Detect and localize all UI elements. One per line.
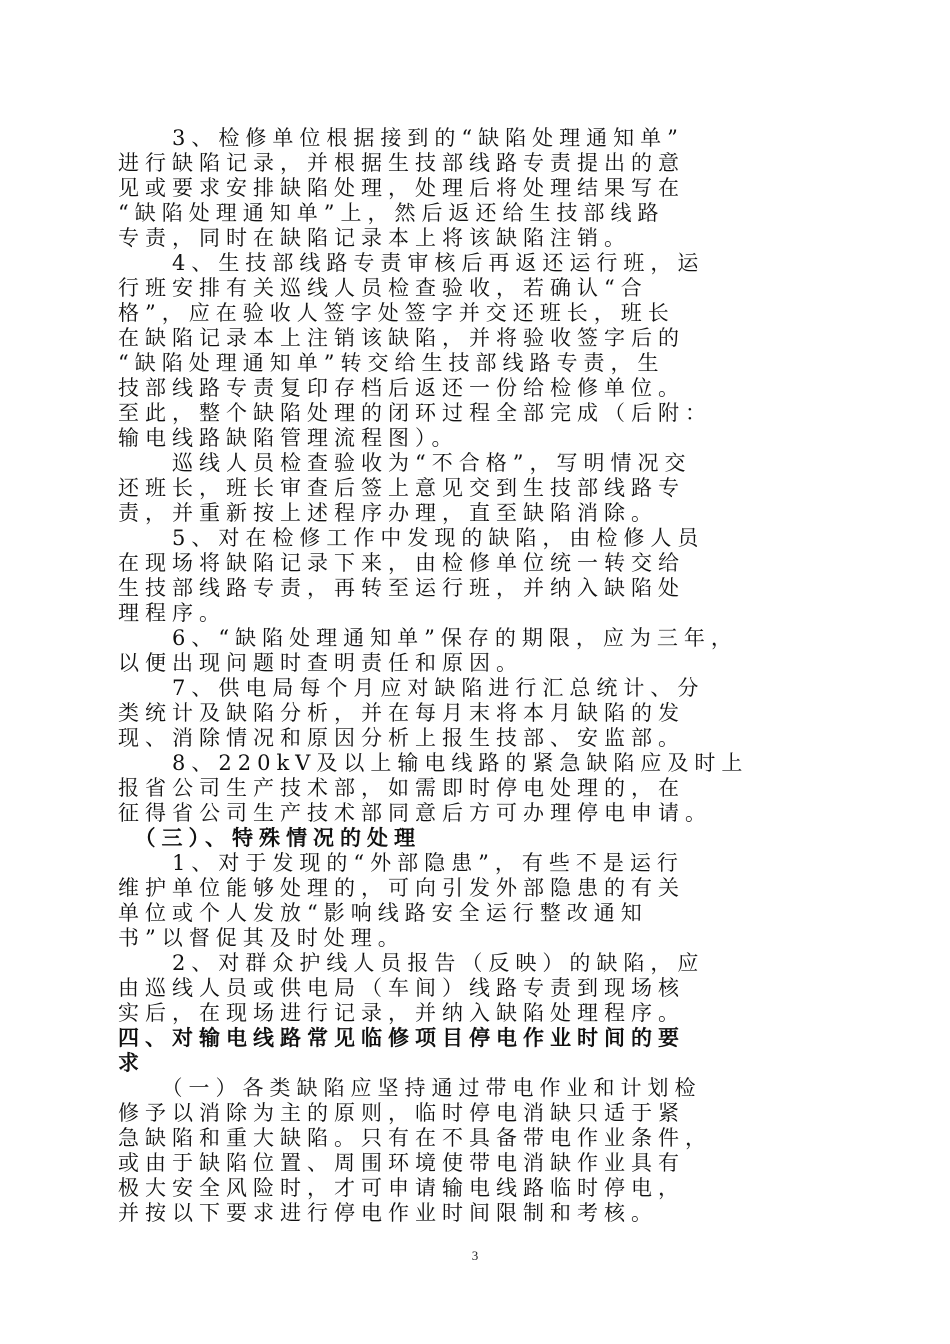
text-line: 至此，整个缺陷处理的闭环过程全部完成（后附： xyxy=(118,401,712,425)
text-line: 实后，在现场进行记录，并纳入缺陷处理程序。 xyxy=(118,1001,685,1025)
text-line: 修予以消除为主的原则，临时停电消缺只适于紧 xyxy=(118,1101,685,1125)
chapter-heading: 四、对输电线路常见临修项目停电作业时间的要 xyxy=(118,1026,685,1050)
text-line: 或由于缺陷位置、周围环境使带电消缺作业具有 xyxy=(118,1151,685,1175)
text-line: 见或要求安排缺陷处理，处理后将处理结果写在 xyxy=(118,176,685,200)
text-line: 巡线人员检查验收为“不合格”，写明情况交 xyxy=(118,451,692,475)
text-line: 极大安全风险时，才可申请输电线路临时停电， xyxy=(118,1176,685,1200)
text-line: 理程序。 xyxy=(118,601,226,625)
page-number: 3 xyxy=(471,1248,479,1263)
text-line: 2、对群众护线人员报告（反映）的缺陷，应 xyxy=(118,951,705,975)
text-line: 书”以督促其及时处理。 xyxy=(118,926,405,950)
text-line: 行班安排有关巡线人员检查验收，若确认“合 xyxy=(118,276,648,300)
text-line: 类统计及缺陷分析，并在每月末将本月缺陷的发 xyxy=(118,701,685,725)
text-line: 由巡线人员或供电局（车间）线路专责到现场核 xyxy=(118,976,685,1000)
text-line: 急缺陷和重大缺陷。只有在不具备带电作业条件， xyxy=(118,1126,712,1150)
chapter-heading-continued: 求 xyxy=(118,1051,145,1075)
text-line: 5、对在检修工作中发现的缺陷，由检修人员 xyxy=(118,526,705,550)
text-line: 生技部线路专责，再转至运行班，并纳入缺陷处 xyxy=(118,576,685,600)
text-line: 格”，应在验收人签字处签字并交还班长，班长 xyxy=(118,301,675,325)
text-line: 维护单位能够处理的，可向引发外部隐患的有关 xyxy=(118,876,685,900)
text-line: 报省公司生产技术部，如需即时停电处理的，在 xyxy=(118,776,685,800)
text-line: 单位或个人发放“影响线路安全运行整改通知 xyxy=(118,901,648,925)
text-line: 8、220kV及以上输电线路的紧急缺陷应及时上 xyxy=(118,751,749,775)
text-line: 现、消除情况和原因分析上报生技部、安监部。 xyxy=(118,726,685,750)
text-line: 以便出现问题时查明责任和原因。 xyxy=(118,651,523,675)
text-line: （一）各类缺陷应坚持通过带电作业和计划检 xyxy=(118,1076,702,1100)
section-heading: （三）、特殊情况的处理 xyxy=(118,826,421,850)
text-line: 责，并重新按上述程序办理，直至缺陷消除。 xyxy=(118,501,658,525)
text-line: 技部线路专责复印存档后返还一份给检修单位。 xyxy=(118,376,685,400)
text-line: 输电线路缺陷管理流程图）。 xyxy=(118,426,459,450)
text-line: “缺陷处理通知单”上，然后返还给生技部线路 xyxy=(118,201,665,225)
text-line: “缺陷处理通知单”转交给生技部线路专责，生 xyxy=(118,351,665,375)
text-line: 在现场将缺陷记录下来，由检修单位统一转交给 xyxy=(118,551,685,575)
text-line: 征得省公司生产技术部同意后方可办理停电申请。 xyxy=(118,801,712,825)
text-line: 3、检修单位根据接到的“缺陷处理通知单” xyxy=(118,126,684,150)
text-line: 还班长，班长审查后签上意见交到生技部线路专 xyxy=(118,476,685,500)
text-line: 7、供电局每个月应对缺陷进行汇总统计、分 xyxy=(118,676,705,700)
text-line: 1、对于发现的“外部隐患”，有些不是运行 xyxy=(118,851,684,875)
text-line: 4、生技部线路专责审核后再返还运行班，运 xyxy=(118,251,705,275)
text-line: 6、“缺陷处理通知单”保存的期限，应为三年， xyxy=(118,626,738,650)
text-line: 进行缺陷记录，并根据生技部线路专责提出的意 xyxy=(118,151,685,175)
text-line: 并按以下要求进行停电作业时间限制和考核。 xyxy=(118,1201,658,1225)
text-line: 在缺陷记录本上注销该缺陷，并将验收签字后的 xyxy=(118,326,685,350)
text-line: 专责，同时在缺陷记录本上将该缺陷注销。 xyxy=(118,226,631,250)
